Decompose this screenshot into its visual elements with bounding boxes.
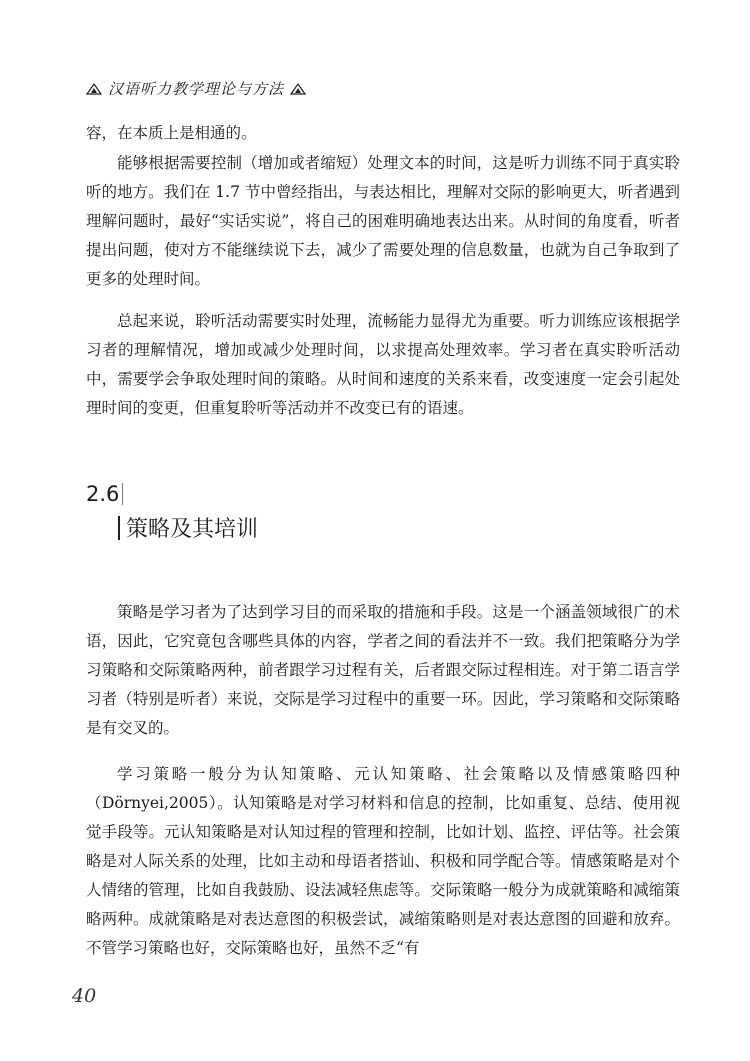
paragraph: 能够根据需要控制（增加或者缩短）处理文本的时间，这是听力训练不同于真实聆听的地方。我们在 1.7 节中曾经指出，与表达相比，理解对交际的影响更大，听者遇到理解问题时，最好“实话实说”，将自己的困难明确地表达出来。从时间的角度看，听者提出问题，使对方不能继续说下去，减少了需要处理的信息数量，也就为自己争取到了更多的处理时间。 — [86, 154, 680, 288]
paragraph: 总起来说，聆听活动需要实时处理，流畅能力显得尤为重要。听力训练应该根据学习者的理解情况，增加或减少处理时间，以求提高处理效率。学习者在真实聆听活动中，需要学会争取处理时间的策略。从时间和速度的关系来看，改变速度一定会引起处理时间的变更，但重复聆听等活动并不改变已有的语速。 — [86, 312, 680, 417]
triangle-ornament-icon — [86, 83, 102, 95]
section-title: 策略及其培训 — [126, 517, 259, 542]
paragraph: 学习策略一般分为认知策略、元认知策略、社会策略以及情感策略四种（Dörnyei,2005）。认知策略是对学习材料和信息的控制，比如重复、总结、使用视觉手段等。元认知策略是对认知过程的管理和控制，比如计划、监控、评估等。社会策略是对人际关系的处理，比如主动和母语者搭讪、积极和同学配合等。情感策略是对个人情绪的管理，比如自我鼓励、设法减轻焦虑等。交际策略一般分为成就策略和减缩策略两种。成就策略是对表达意图的积极尝试，减缩策略则是对表达意图的回避和放弃。不管学习策略也好，交际策略也好，虽然不乏“有 — [86, 765, 680, 957]
paragraph-continuation: 容，在本质上是相通的。 — [86, 124, 257, 142]
running-header — [86, 78, 306, 99]
section-heading — [118, 512, 258, 543]
section-divider — [122, 483, 123, 505]
paragraph: 策略是学习者为了达到学习目的而采取的措施和手段。这是一个涵盖领域很广的术语，因此，它究竟包含哪些具体的内容，学者之间的看法并不一致。我们把策略分为学习策略和交际策略两种，前者跟学习过程有关，后者跟交际过程相连。对于第二语言学习者（特别是听者）来说，交际是学习过程中的重要一环。因此，学习策略和交际策略是有交叉的。 — [86, 603, 680, 737]
heading-bar — [118, 516, 120, 540]
section-number: 2.6 — [86, 482, 120, 506]
triangle-ornament-icon — [290, 83, 306, 95]
running-header-title: 汉语听力教学理论与方法 — [108, 80, 285, 98]
page-number: 40 — [72, 985, 97, 1007]
